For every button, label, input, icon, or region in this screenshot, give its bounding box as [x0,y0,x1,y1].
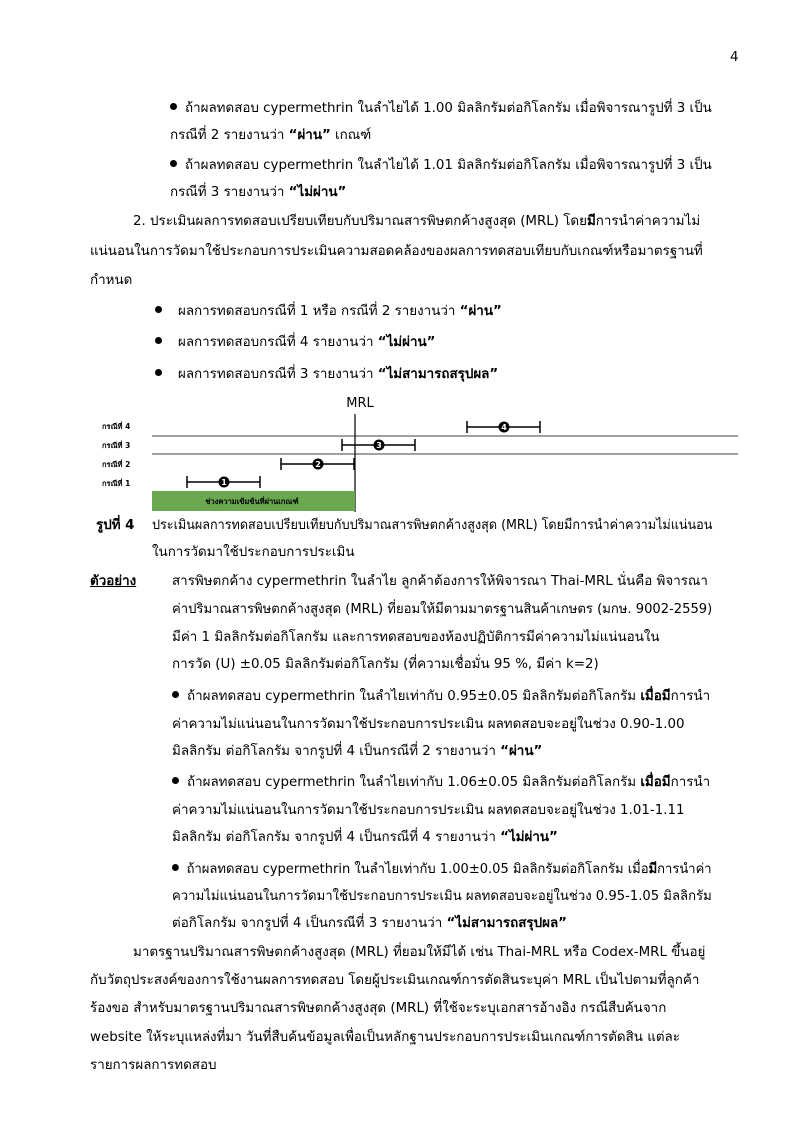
example-bullet-2-line2: ค่าความไม่แน่นอนในการวัดมาใช้ประกอบการประเมิน ผลทดสอบจะอยู่ในช่วง 1.01-1.11 [172,803,685,818]
case-3-interval [342,439,415,451]
bullet-dot-icon [172,691,179,698]
figure-caption-label: รูปที่ 4 [96,518,135,533]
case-4-interval [467,421,540,433]
closing-line-3: ร้องขอ สำหรับมาตรฐานปริมาณสารพิษตกค้างสูงสุด (MRL) ที่ใช้จะระบุเอกสารอ้างอิง กรณีสืบค้นจาก [90,1001,667,1016]
figure-caption-line2: ในการวัดมาใช้ประกอบการประเมิน [152,545,355,560]
example-line-3: มีค่า 1 มิลลิกรัมต่อกิโลกรัม และการทดสอบของห้องปฏิบัติการมีค่าความไม่แน่นอนใน [172,630,660,645]
example-bullet-3-line2: ความไม่แน่นอนในการวัดมาใช้ประกอบการประเมิน ผลทดสอบจะอยู่ในช่วง 0.95-1.05 มิลลิกรัม [172,889,712,904]
bullet-dot-icon [155,369,162,376]
example-bullet-1-line3: มิลลิกรัม ต่อกิโลกรัม จากรูปที่ 4 เป็นกรณีที่ 2 รายงานว่า “ผ่าน” [172,744,543,759]
case-label-2: กรณีที่ 2 [102,460,131,469]
top-bullet-2-line2: กรณีที่ 3 รายงานว่า “ไม่ผ่าน” [170,185,347,200]
section2-line1: 2. ประเมินผลการทดสอบเปรียบเทียบกับปริมาณสารพิษตกค้างสูงสุด (MRL) โดยมีการนำค่าความไม่ [133,214,701,229]
bullet-dot-icon [172,777,179,784]
closing-line-5: รายการผลการทดสอบ [90,1058,217,1073]
bullet-dot-icon [155,306,162,313]
top-bullet-1-line2: กรณีที่ 2 รายงานว่า “ผ่าน” เกณฑ์ [170,128,372,143]
example-bullet-3-line1: ถ้าผลทดสอบ cypermethrin ในลำไยเท่ากับ 1.00±0.05 มิลลิกรัมต่อกิโลกรัม เมื่อมีการนำค่า [172,861,712,879]
example-line-2: ค่าปริมาณสารพิษตกค้างสูงสุด (MRL) ที่ยอมให้มีตามมาตรฐานสินค้าเกษตร (มกษ. 9002-2559) [172,602,713,617]
closing-line-4: website ให้ระบุแหล่งที่มา วันที่สืบค้นข้อมูลเพื่อเป็นหลักฐานประกอบการประเมินเกณฑ์การตัดสิน แต่ละ [90,1030,680,1045]
case-2-interval [281,458,354,470]
example-label: ตัวอย่าง [90,574,137,589]
example-line-4: การวัด (U) ±0.05 มิลลิกรัมต่อกิโลกรัม (ที่ความเชื่อมั่น 95 %, มีค่า k=2) [172,657,599,672]
example-bullet-1-line2: ค่าความไม่แน่นอนในการวัดมาใช้ประกอบการประเมิน ผลทดสอบจะอยู่ในช่วง 0.90-1.00 [172,717,685,732]
case-1-interval [187,476,260,488]
closing-line-1: มาตรฐานปริมาณสารพิษตกค้างสูงสุด (MRL) ที่ยอมให้มีได้ เช่น Thai-MRL หรือ Codex-MRL ขึ้นอยู่ [133,945,706,960]
rule-3: ผลการทดสอบกรณีที่ 3 รายงานว่า “ไม่สามารถสรุปผล” [155,366,498,384]
mrl-label: MRL [346,396,374,411]
figure-caption-line1: ประเมินผลการทดสอบเปรียบเทียบกับปริมาณสารพิษตกค้างสูงสุด (MRL) โดยมีการนำค่าความไม่แน่นอน [152,518,713,533]
case-label-4: กรณีที่ 4 [102,422,131,431]
case-label-3: กรณีที่ 3 [102,441,131,450]
bullet-dot-icon [172,864,179,871]
mrl-comparison-figure [90,392,740,516]
case-2-marker: 2 [315,460,321,469]
example-line-1: สารพิษตกค้าง cypermethrin ในลำไย ลูกค้าต้องการให้พิจารณา Thai-MRL นั่นคือ พิจารณา [172,574,708,589]
bullet-dot-icon [170,103,177,110]
bullet-dot-icon [155,337,162,344]
example-bullet-3-line3: ต่อกิโลกรัม จากรูปที่ 4 เป็นกรณีที่ 3 รายงานว่า “ไม่สามารถสรุปผล” [172,916,567,931]
section2-line3: กำหนด [90,273,133,288]
rule-1: ผลการทดสอบกรณีที่ 1 หรือ กรณีที่ 2 รายงานว่า “ผ่าน” [155,303,502,321]
bullet-dot-icon [170,160,177,167]
example-bullet-2-line3: มิลลิกรัม ต่อกิโลกรัม จากรูปที่ 4 เป็นกรณีที่ 4 รายงานว่า “ไม่ผ่าน” [172,830,558,845]
case-label-1: กรณีที่ 1 [102,479,131,488]
top-bullet-2-line1: ถ้าผลทดสอบ cypermethrin ในลำไยได้ 1.01 มิลลิกรัมต่อกิโลกรัม เมื่อพิจารณารูปที่ 3 เป็น [170,157,712,175]
closing-line-2: กับวัตถุประสงค์ของการใช้งานผลการทดสอบ โดยผู้ประเมินเกณฑ์การตัดสินระบุค่า MRL เป็นไปตามที่ลูกค้า [90,973,700,988]
pass-band-label: ช่วงความเข้มข้นที่ผ่านเกณฑ์ [205,497,299,506]
page-number: 4 [730,50,739,65]
section2-line2: แน่นอนในการวัดมาใช้ประกอบการประเมินความสอดคล้องของผลการทดสอบเทียบกับเกณฑ์หรือมาตรฐานที่ [90,244,703,259]
example-bullet-2-line1: ถ้าผลทดสอบ cypermethrin ในลำไยเท่ากับ 1.06±0.05 มิลลิกรัมต่อกิโลกรัม เมื่อมีการนำ [172,774,710,792]
top-bullet-1-line1: ถ้าผลทดสอบ cypermethrin ในลำไยได้ 1.00 มิลลิกรัมต่อกิโลกรัม เมื่อพิจารณารูปที่ 3 เป็น [170,100,712,118]
case-1-marker: 1 [221,478,227,487]
case-3-marker: 3 [376,441,382,450]
rule-2: ผลการทดสอบกรณีที่ 4 รายงานว่า “ไม่ผ่าน” [155,334,435,352]
example-bullet-1-line1: ถ้าผลทดสอบ cypermethrin ในลำไยเท่ากับ 0.95±0.05 มิลลิกรัมต่อกิโลกรัม เมื่อมีการนำ [172,688,710,706]
case-4-marker: 4 [501,423,507,432]
